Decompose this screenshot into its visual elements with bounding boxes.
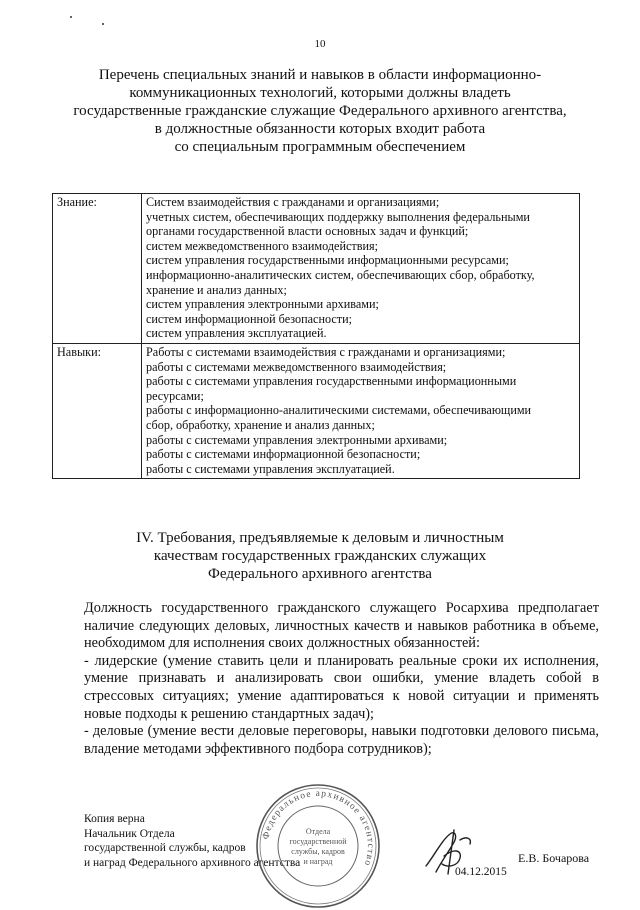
skills-item: работы с системами информационной безопасности; — [146, 447, 421, 462]
knowledge-item: систем информационной безопасности; — [146, 311, 353, 326]
section-heading-line: качествам государственных гражданских служащих — [153, 548, 487, 564]
knowledge-item: систем управления эксплуатацией. — [146, 326, 327, 341]
stamp-center-line: службы, кадров — [291, 847, 345, 856]
skills-item: работы с системами управления электронными архивами; — [146, 432, 448, 447]
body-text — [84, 600, 599, 758]
knowledge-label: Знание: — [53, 194, 142, 344]
title-line: коммуникационных технологий, которыми должны владеть — [129, 85, 511, 101]
table-row-skills — [53, 343, 580, 478]
list-item: - лидерские (умение ставить цели и планировать реальные сроки их исполнения, умение признавать и анализировать свои ошибки, умение владеть собой в стрессовых ситуациях; умение адаптироваться к новой ситуации и применять новые подходы к решению стандартных задач); — [84, 652, 599, 722]
table-row-knowledge — [53, 194, 580, 344]
knowledge-item: систем межведомственного взаимодействия; — [146, 238, 378, 253]
section-heading-line: IV. Требования, предъявляемые к деловым и личностным — [136, 530, 504, 546]
signer-name: Е.В. Бочарова — [518, 851, 590, 865]
scan-speck — [70, 16, 72, 18]
title-line: со специальным программным обеспечением — [174, 139, 466, 155]
knowledge-item: хранение и анализ данных; — [146, 282, 287, 297]
stamp-center-line: Отдела — [305, 827, 331, 836]
skills-item: работы с информационно-аналитическими системами, обеспечивающими — [146, 403, 532, 418]
stamp-center-line: государственной — [289, 837, 347, 846]
section-heading-line: Федерального архивного агентства — [208, 566, 432, 582]
skills-cell — [142, 343, 580, 478]
signoff-line: Начальник Отдела — [84, 827, 175, 840]
knowledge-item: учетных систем, обеспечивающих поддержку выполнения федеральными — [146, 209, 530, 224]
skills-item: работы с системами управления эксплуатацией. — [146, 461, 395, 476]
skills-table — [52, 193, 580, 479]
knowledge-item: Систем взаимодействия с гражданами и организациями; — [146, 195, 440, 209]
intro-paragraph: Должность государственного гражданского служащего Росархива предполагает наличие следующих деловых, личностных качеств и навыков работника в объеме, необходимом для исполнения своих должностных обязанностей: — [84, 600, 599, 652]
signoff-line: государственной службы, кадров — [84, 842, 246, 854]
skills-item: сбор, обработку, хранение и анализ данных; — [146, 417, 375, 432]
knowledge-item: информационно-аналитических систем, обеспечивающих сбор, обработку, — [146, 267, 535, 282]
skills-item: работы с системами управления государственными информационными — [146, 374, 517, 389]
knowledge-item: систем управления электронными архивами; — [146, 297, 379, 312]
title-line: в должностные обязанности которых входит работа — [154, 121, 486, 137]
stamp-center-line: и наград — [303, 857, 333, 866]
document-title — [60, 66, 580, 156]
skills-item: работы с системами межведомственного взаимодействия; — [146, 359, 447, 374]
list-item: - деловые (умение вести деловые переговоры, навыки подготовки делового письма, владение методами эффективного подбора сотрудников); — [84, 723, 599, 757]
title-line: Перечень специальных знаний и навыков в области информационно- — [98, 67, 542, 83]
signoff-line: Копия верна — [84, 813, 145, 825]
signing-date: 04.12.2015 — [455, 866, 507, 878]
page-number: 10 — [314, 38, 326, 50]
title-line: государственные гражданские служащие Федерального архивного агентства, — [73, 103, 567, 119]
knowledge-cell — [142, 194, 580, 344]
skills-label: Навыки: — [53, 343, 142, 478]
signoff-line: и наград Федерального архивного агентства — [84, 856, 301, 869]
knowledge-item: органами государственной власти основных задач и функций; — [146, 224, 469, 239]
scan-speck — [102, 23, 104, 25]
skills-item: ресурсами; — [146, 388, 204, 403]
official-stamp — [254, 782, 382, 910]
stamp-ring-text: Федеральное архивное агентство — [261, 788, 376, 868]
section-heading — [60, 529, 580, 583]
knowledge-item: систем управления государственными информационными ресурсами; — [146, 253, 509, 268]
skills-item: Работы с системами взаимодействия с гражданами и организациями; — [146, 344, 506, 359]
